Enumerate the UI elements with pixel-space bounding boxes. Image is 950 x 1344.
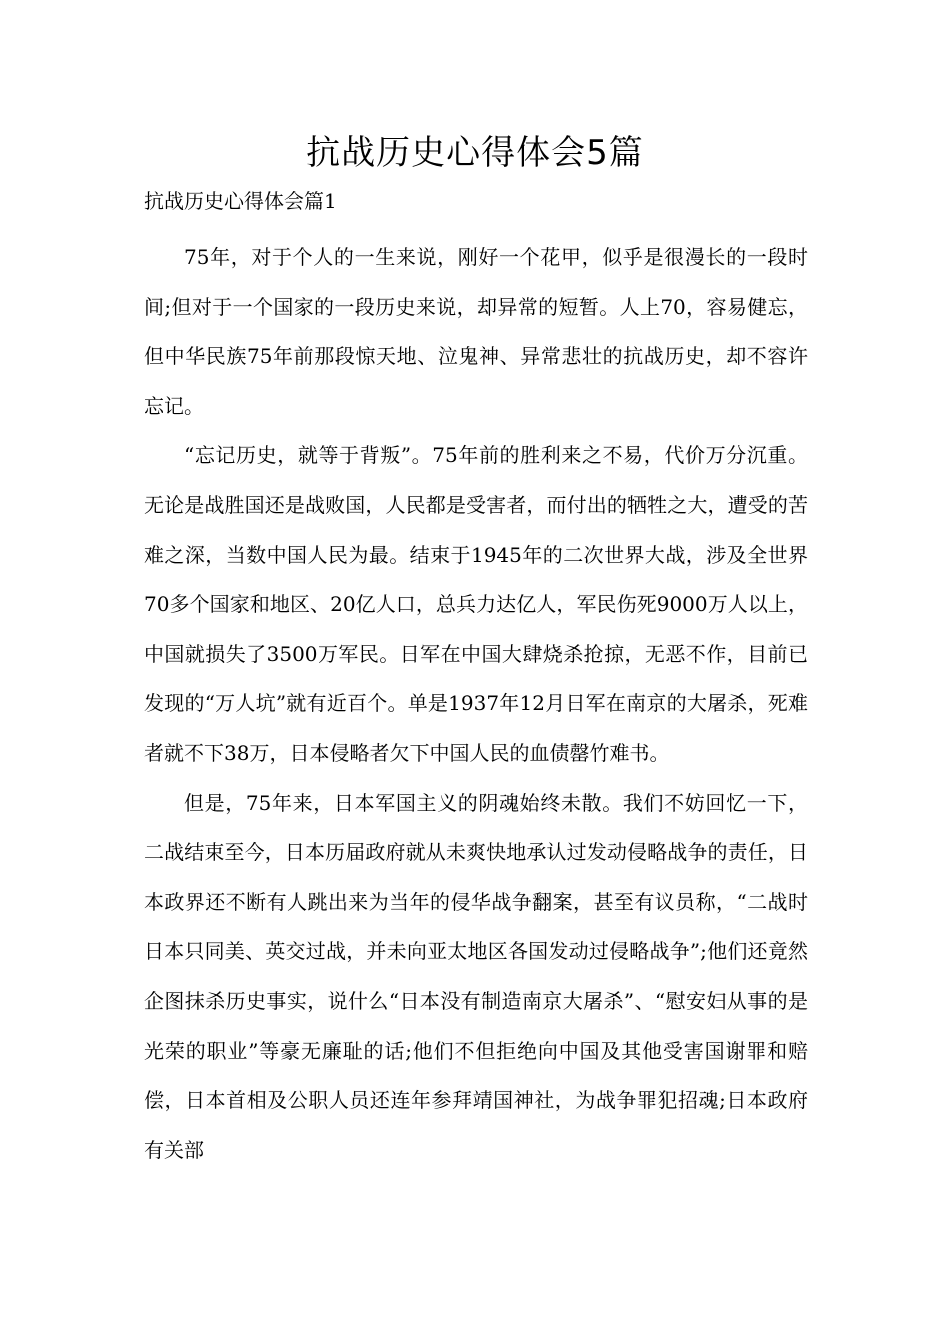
section-heading: 抗战历史心得体会篇1 <box>144 189 337 213</box>
document-title: 抗战历史心得体会5篇 <box>306 133 644 173</box>
paragraph: 75年，对于个人的一生来说，刚好一个花甲，似乎是很漫长的一段时间;但对于一个国家的一段历史来说，却异常的短暂。人上70，容易健忘，但中华民族75年前那段惊天地、泣鬼神、异常悲壮的抗战历史，却不容许忘记。 <box>144 245 808 418</box>
paragraph: “忘记历史，就等于背叛”。75年前的胜利来之不易，代价万分沉重。无论是战胜国还是战败国，人民都是受害者，而付出的牺牲之大，遭受的苦难之深，当数中国人民为最。结束于1945年的二次世界大战，涉及全世界70多个国家和地区、20亿人口，总兵力达亿人，军民伤死9000万人以上，中国就损失了3500万军民。日军在中国大肆烧杀抢掠，无恶不作，目前已发现的“万人坑”就有近百个。单是1937年12月日军在南京的大屠杀，死难者就不下38万，日本侵略者欠下中国人民的血债罄竹难书。 <box>144 443 808 765</box>
paragraph: 但是，75年来，日本军国主义的阴魂始终未散。我们不妨回忆一下，二战结束至今，日本历届政府就从未爽快地承认过发动侵略战争的责任，日本政界还不断有人跳出来为当年的侵华战争翻案，甚至有议员称，“二战时日本只同美、英交过战，并未向亚太地区各国发动过侵略战争”;他们还竟然企图抹杀历史事实，说什么“日本没有制造南京大屠杀”、“慰安妇从事的是光荣的职业”等豪无廉耻的话;他们不但拒绝向中国及其他受害国谢罪和赔偿，日本首相及公职人员还连年参拜靖国神社，为战争罪犯招魂;日本政府有关部 <box>144 790 808 1162</box>
document-body <box>144 233 808 1175</box>
